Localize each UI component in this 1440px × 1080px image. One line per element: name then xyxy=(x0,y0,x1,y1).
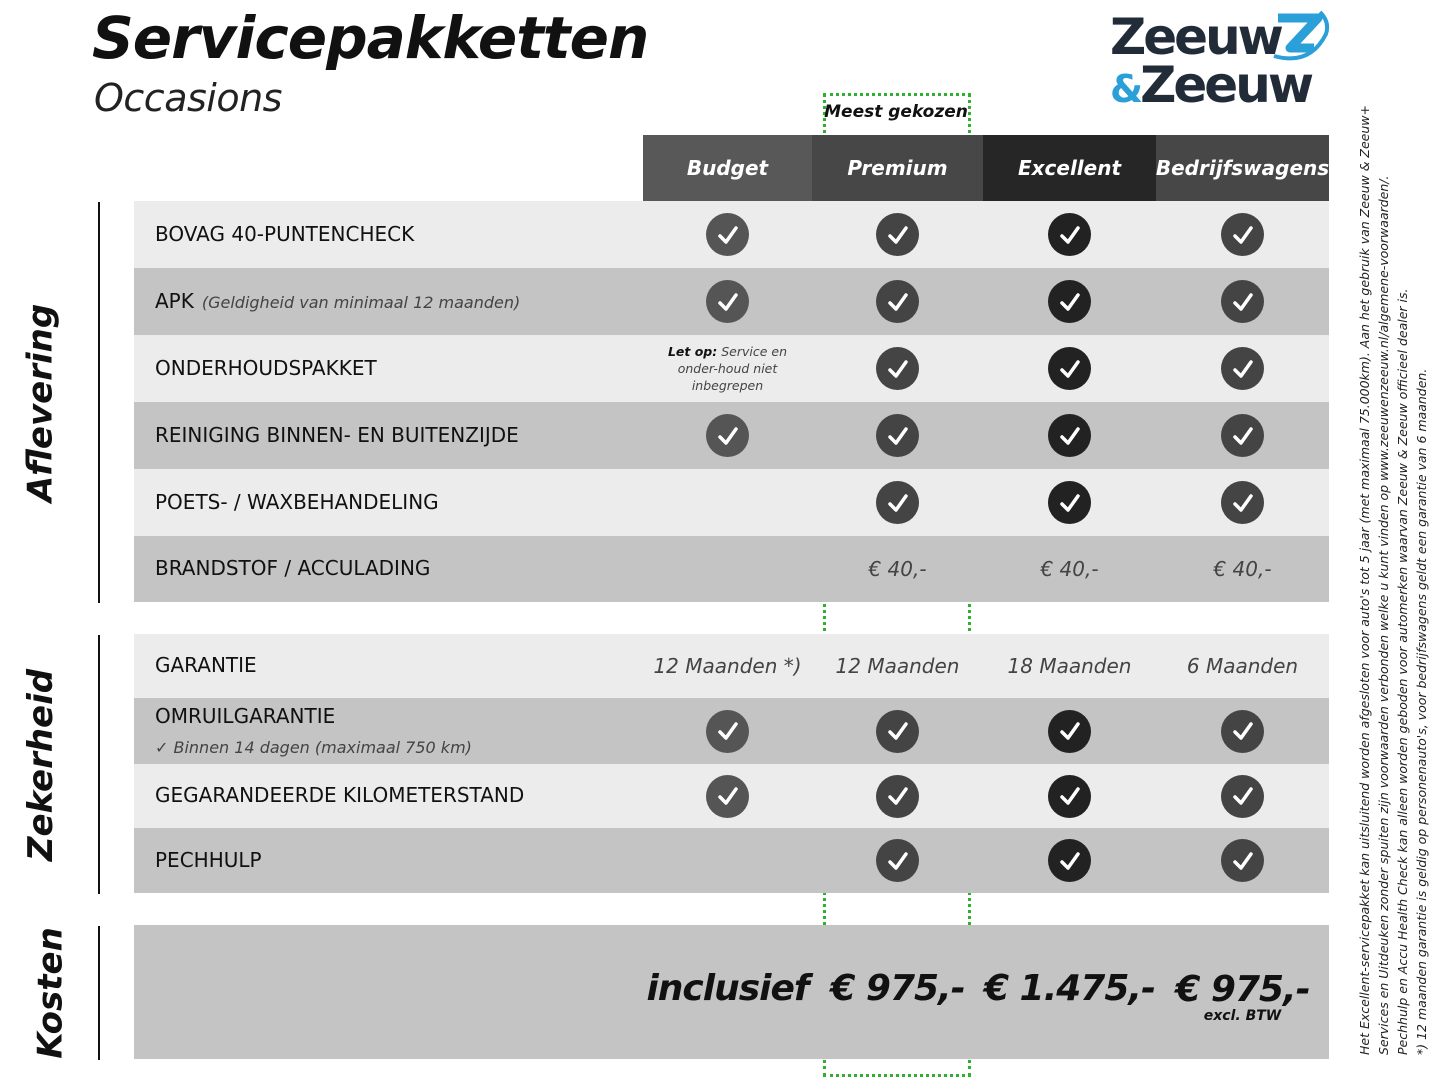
check-icon xyxy=(1221,213,1264,256)
cell-value: € 40,- xyxy=(1040,557,1099,581)
check-icon xyxy=(1221,710,1264,753)
check-icon xyxy=(876,839,919,882)
cell-premium xyxy=(812,201,983,268)
cell-value: 6 Maanden xyxy=(1186,654,1299,678)
price-excellent xyxy=(983,925,1156,1063)
row-label xyxy=(155,222,414,246)
price-value: € 1.475,- xyxy=(983,967,1156,1009)
cell-premium xyxy=(812,536,983,602)
section-zekerheid xyxy=(21,635,100,894)
column-header-premium: Premium xyxy=(812,135,983,201)
cell-premium xyxy=(812,402,983,469)
row-label xyxy=(155,356,377,380)
row-title: ONDERHOUDSPAKKET xyxy=(155,355,377,380)
price-value: € 975,- xyxy=(1175,968,1310,1010)
row-title: PECHHULP xyxy=(155,847,262,872)
cell-excellent xyxy=(983,402,1156,469)
table-row xyxy=(134,634,1329,698)
note-text: Service en onder-houd niet inbegrepen xyxy=(677,344,788,393)
check-icon xyxy=(1221,280,1264,323)
column-header-budget: Budget xyxy=(643,135,812,201)
cell-budget xyxy=(643,469,812,536)
section-kosten xyxy=(30,926,100,1060)
footnote: Pechhulp en Accu Health Check kan alleen worden geboden voor automerken waarvan Zeeuw & Zeeuw officieel dealer is. xyxy=(1395,288,1410,1055)
row-subnote: ✓ Binnen 14 dagen (maximaal 750 km) xyxy=(155,738,472,757)
cell-budget xyxy=(643,335,812,402)
footnote: *) 12 maanden garantie is geldig op personenauto's, voor bedrijfswagens geldt een garantie van 6 maanden. xyxy=(1414,368,1429,1055)
price-bedrijfswagens xyxy=(1156,925,1329,1063)
row-title: OMRUILGARANTIE xyxy=(155,704,336,728)
table-row xyxy=(134,828,1329,893)
check-icon xyxy=(1048,347,1091,390)
check-icon xyxy=(876,347,919,390)
footnotes xyxy=(1355,105,1431,1055)
table-row xyxy=(134,764,1329,828)
check-icon xyxy=(1221,481,1264,524)
cell-budget xyxy=(643,402,812,469)
cell-excellent xyxy=(983,764,1156,828)
check-icon xyxy=(876,414,919,457)
page-subtitle: Occasions xyxy=(94,76,282,120)
row-title: BRANDSTOF / ACCULADING xyxy=(155,556,431,580)
check-icon xyxy=(1048,481,1091,524)
cell-bedrijfswagens xyxy=(1156,764,1329,828)
table-row xyxy=(134,469,1329,536)
cell-bedrijfswagens xyxy=(1156,698,1329,764)
column-header-excellent: Excellent xyxy=(983,135,1156,201)
row-label xyxy=(155,289,520,313)
cell-budget xyxy=(643,201,812,268)
check-icon xyxy=(1221,414,1264,457)
cell-value: 18 Maanden xyxy=(1007,654,1132,678)
check-icon xyxy=(706,414,749,457)
check-icon xyxy=(1221,347,1264,390)
row-label xyxy=(155,848,262,872)
check-icon xyxy=(1048,710,1091,753)
check-icon xyxy=(876,481,919,524)
cell-excellent xyxy=(983,634,1156,698)
check-icon xyxy=(876,775,919,818)
cell-budget xyxy=(643,764,812,828)
table-row xyxy=(134,536,1329,602)
note-bold: Let op: xyxy=(667,344,718,359)
cell-excellent xyxy=(983,201,1156,268)
cell-value: 12 Maanden *) xyxy=(653,654,802,678)
column-header-bedrijfswagens: Bedrijfswagens xyxy=(1156,135,1329,201)
cell-premium xyxy=(812,764,983,828)
cell-premium xyxy=(812,634,983,698)
cell-bedrijfswagens xyxy=(1156,634,1329,698)
cell-excellent xyxy=(983,469,1156,536)
check-icon xyxy=(1048,280,1091,323)
zeeuw-zeeuw-logo: Zeeuw &Zeeuw xyxy=(1110,8,1335,113)
cell-budget xyxy=(643,698,812,764)
cell-premium xyxy=(812,828,983,893)
costs-row xyxy=(134,925,1329,1059)
row-title: POETS- / WAXBEHANDELING xyxy=(155,489,439,514)
check-icon xyxy=(876,710,919,753)
cell-bedrijfswagens xyxy=(1156,469,1329,536)
row-title: APK xyxy=(155,288,194,313)
check-icon xyxy=(876,213,919,256)
cell-bedrijfswagens xyxy=(1156,828,1329,893)
cell-premium xyxy=(812,698,983,764)
row-title: GEGARANDEERDE KILOMETERSTAND xyxy=(155,783,525,807)
check-icon xyxy=(1048,775,1091,818)
page-title: Servicepakketten xyxy=(92,4,649,72)
cell-excellent xyxy=(983,335,1156,402)
section-divider xyxy=(98,635,100,894)
price-premium xyxy=(812,925,983,1063)
check-icon xyxy=(1221,839,1264,882)
row-note: (Geldigheid van minimaal 12 maanden) xyxy=(201,292,521,312)
section-label: Zekerheid xyxy=(21,668,62,861)
table-row xyxy=(134,268,1329,335)
row-label xyxy=(155,704,472,757)
row-title: GARANTIE xyxy=(155,653,257,677)
cell-value: 12 Maanden xyxy=(835,654,960,678)
cell-premium xyxy=(812,469,983,536)
budget-note xyxy=(653,343,803,394)
section-label: Kosten xyxy=(30,927,71,1059)
row-title: BOVAG 40-PUNTENCHECK xyxy=(155,221,415,246)
section-divider xyxy=(98,926,100,1060)
check-icon xyxy=(876,280,919,323)
section-divider xyxy=(98,202,100,603)
cell-premium xyxy=(812,335,983,402)
cell-budget xyxy=(643,268,812,335)
cell-budget xyxy=(643,828,812,893)
check-icon xyxy=(706,280,749,323)
most-chosen-label: Meest gekozen xyxy=(824,102,968,122)
check-icon xyxy=(1221,775,1264,818)
cell-budget xyxy=(643,536,812,602)
price-note: excl. BTW xyxy=(1203,1007,1282,1024)
section-aflevering xyxy=(20,202,100,603)
check-icon xyxy=(706,710,749,753)
footnote: Services en Uitdeuken zonder spuiten zijn voorwaarden verbonden welke u kunt vinden op www.zeeuwenzeeuw.nl/algemene-voorwaarden/. xyxy=(1376,175,1391,1055)
cell-budget xyxy=(643,634,812,698)
row-label xyxy=(155,423,519,447)
row-label xyxy=(155,556,430,580)
cell-bedrijfswagens xyxy=(1156,402,1329,469)
cell-excellent xyxy=(983,268,1156,335)
cell-excellent xyxy=(983,698,1156,764)
cell-value: € 40,- xyxy=(868,557,927,581)
check-icon xyxy=(1048,839,1091,882)
table-row xyxy=(134,402,1329,469)
cell-bedrijfswagens xyxy=(1156,536,1329,602)
row-title: REINIGING BINNEN- EN BUITENZIJDE xyxy=(155,422,519,447)
table-row xyxy=(134,698,1329,764)
cell-bedrijfswagens xyxy=(1156,201,1329,268)
check-icon xyxy=(706,213,749,256)
footnote: Het Excellent-servicepakket kan uitsluitend worden afgesloten voor auto's tot 5 jaar (met maximaal 75.000km). Aan het gebruik van Zeeuw & Zeeuw+ xyxy=(1357,105,1372,1055)
cell-excellent xyxy=(983,536,1156,602)
check-icon xyxy=(1048,213,1091,256)
row-label xyxy=(155,490,439,514)
cell-bedrijfswagens xyxy=(1156,335,1329,402)
cell-excellent xyxy=(983,828,1156,893)
cell-premium xyxy=(812,268,983,335)
price-budget xyxy=(643,925,812,1063)
cell-value: € 40,- xyxy=(1213,557,1272,581)
row-label xyxy=(155,653,257,677)
row-label xyxy=(155,783,524,807)
table-row xyxy=(134,335,1329,402)
section-label: Aflevering xyxy=(20,303,61,502)
price-value: € 975,- xyxy=(830,967,965,1009)
table-row xyxy=(134,201,1329,268)
check-icon xyxy=(1048,414,1091,457)
cell-bedrijfswagens xyxy=(1156,268,1329,335)
check-icon xyxy=(706,775,749,818)
price-value: inclusief xyxy=(646,967,809,1009)
